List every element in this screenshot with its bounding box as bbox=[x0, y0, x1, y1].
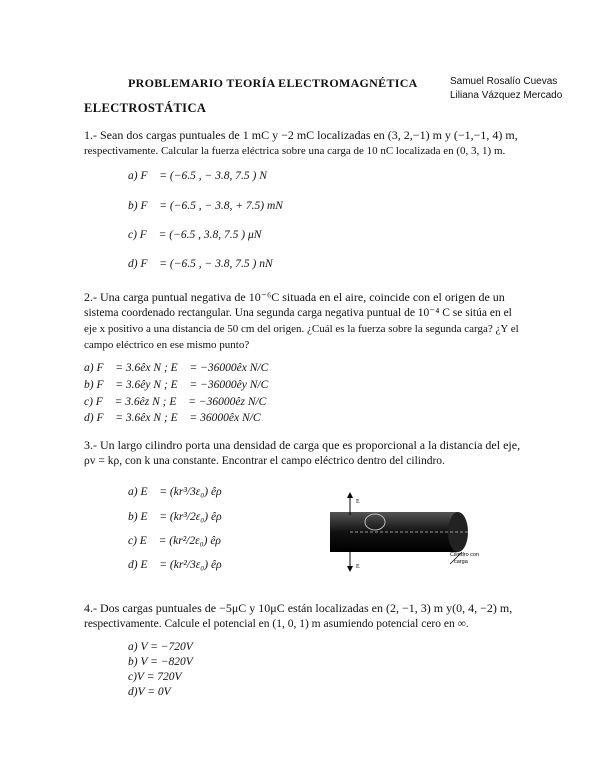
option-2b: b) F⃗ = 3.6êy N ; E⃗ = −36000êy N/C bbox=[84, 379, 269, 391]
problem-text-line: 1.- Sean dos cargas puntuales de 1 mC y −2 mC localizadas en (3, 2,−1) m y (−1,−1, 4) m, bbox=[84, 128, 518, 142]
option-1b: b) F⃗ = (−6.5 , − 3.8, + 7.5) mN bbox=[128, 200, 283, 212]
cylinder-body bbox=[330, 512, 458, 552]
problem-4 bbox=[84, 600, 524, 632]
cylinder-label-1: Cilindro con bbox=[450, 552, 480, 558]
option-2d: d) F⃗ = 3.6êx N ; E⃗ = 36000êx N/C bbox=[84, 412, 261, 424]
option-1d: d) F⃗ = (−6.5 , − 3.8, 7.5 ) nN bbox=[128, 258, 273, 270]
cylinder-label-2: carga bbox=[454, 559, 468, 565]
problem-text-line: respectivamente. Calcular la fuerza eléctrica sobre una carga de 10 nC localizada en (0, 3, 1) m. bbox=[84, 145, 506, 157]
problem-text-line: campo eléctrico en ese mismo punto? bbox=[84, 339, 250, 351]
option-2c: c) F⃗ = 3.6êz N ; E⃗ = −36000êz N/C bbox=[84, 396, 267, 408]
author-1: Samuel Rosalío Cuevas bbox=[450, 76, 558, 87]
problem-2 bbox=[84, 289, 524, 353]
option-4d: d)V = 0V bbox=[128, 686, 171, 698]
problem-3 bbox=[84, 437, 524, 469]
problem-text-line: 4.- Dos cargas puntuales de −5μC y 10μC están localizadas en (2, −1, 3) m y(0, 4, −2) m, bbox=[84, 601, 513, 615]
option-3a: a) E⃗ = (kr³/3ε₀) êρ bbox=[128, 486, 222, 498]
problem-text-line: respectivamente. Calcule el potencial en (1, 0, 1) m asumiendo potencial cero en ∞. bbox=[84, 618, 469, 630]
problem-1 bbox=[84, 127, 524, 159]
problem-text-line: eje x positivo a una distancia de 50 cm del origen. ¿Cuál es la fuerza sobre la segunda carga? ¿Y el bbox=[84, 323, 519, 335]
problem-text-line: 3.- Un largo cilindro porta una densidad de carga que es proporcional a la distancia del eje, bbox=[84, 438, 521, 452]
problem-text-line: sistema coordenado rectangular. Una segunda carga negativa puntual de 10⁻⁴ C se sitúa en el bbox=[84, 307, 512, 319]
option-2a: a) F⃗ = 3.6êx N ; E⃗ = −36000êx N/C bbox=[84, 362, 269, 374]
option-4b: b) V = −820V bbox=[128, 656, 193, 668]
option-1a: a) F⃗ = (−6.5 , − 3.8, 7.5 ) N bbox=[128, 170, 267, 182]
arrow-head-down bbox=[347, 566, 353, 572]
field-label-top: E bbox=[356, 499, 360, 505]
option-4a: a) V = −720V bbox=[128, 641, 193, 653]
field-label-bottom: E bbox=[356, 564, 360, 570]
page-title: PROBLEMARIO TEORÍA ELECTROMAGNÉTICA bbox=[128, 76, 418, 90]
arrow-head-up bbox=[347, 492, 353, 498]
section-heading: ELECTROSTÁTICA bbox=[84, 101, 207, 115]
problem-text-line: 2.- Una carga puntual negativa de 10⁻⁶C situada en el aire, coincide con el origen de un bbox=[84, 290, 505, 304]
option-3d: d) E⃗ = (kr²/3ε₀) êρ bbox=[128, 559, 222, 571]
option-3b: b) E⃗ = (kr³/2ε₀) êρ bbox=[128, 511, 222, 523]
author-2: Liliana Vázquez Mercado bbox=[450, 90, 563, 101]
cylinder-figure bbox=[320, 490, 490, 580]
option-3c: c) E⃗ = (kr²/2ε₀) êρ bbox=[128, 535, 221, 547]
option-4c: c)V = 720V bbox=[128, 671, 182, 683]
authors bbox=[450, 75, 562, 103]
problem-text-line: ρv = kρ, con k una constante. Encontrar el campo eléctrico dentro del cilindro. bbox=[84, 455, 445, 467]
option-1c: c) F⃗ = (−6.5 , 3.8, 7.5 ) μN bbox=[128, 229, 262, 241]
